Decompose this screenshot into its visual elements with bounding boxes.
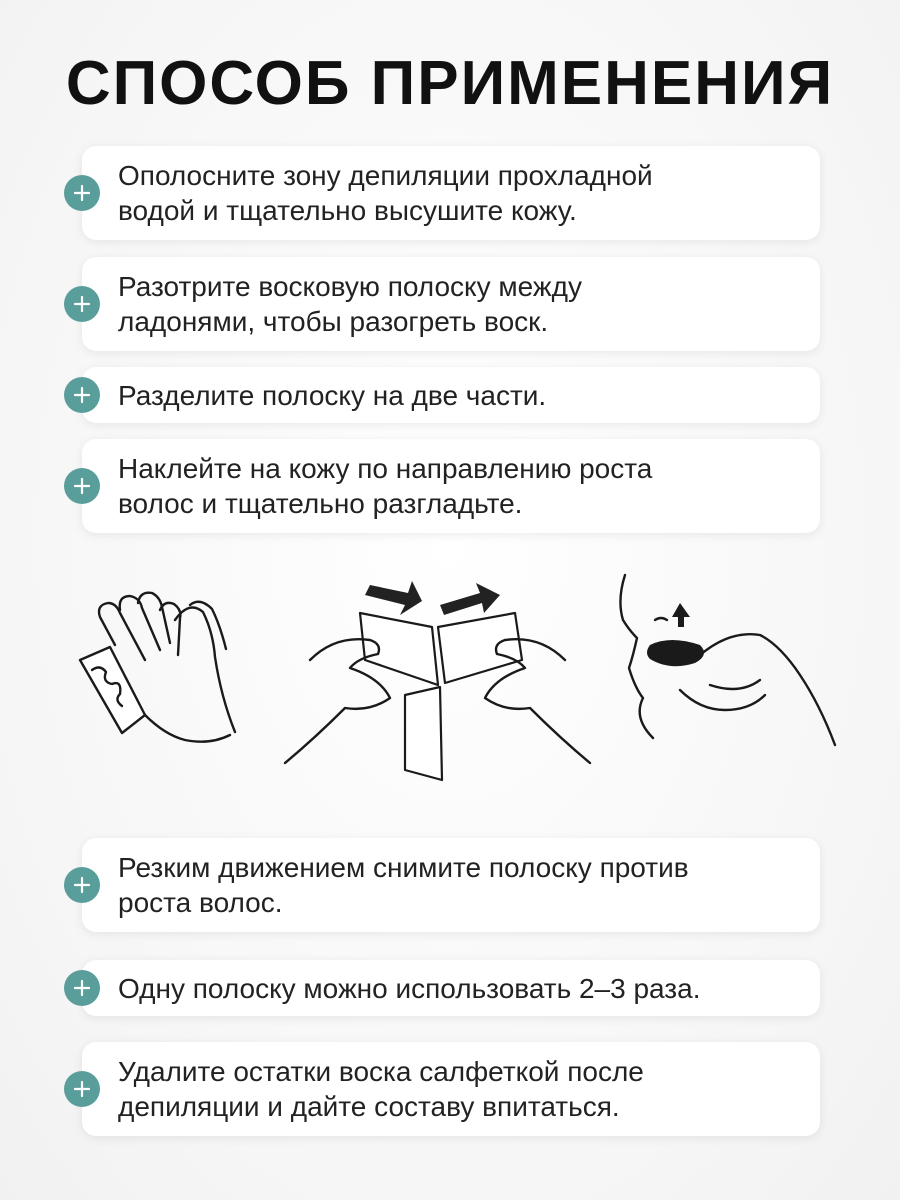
step-text: Разотрите восковую полоску между ладонями, чтобы разогреть воск. bbox=[118, 271, 582, 337]
step-text: Разделите полоску на две части. bbox=[118, 379, 547, 411]
illustrations bbox=[60, 565, 850, 795]
plus-icon bbox=[64, 286, 100, 322]
step-card-2 bbox=[82, 257, 820, 351]
plus-icon bbox=[64, 175, 100, 211]
plus-icon bbox=[64, 1071, 100, 1107]
applying-strip-to-lip-illustration bbox=[620, 575, 835, 745]
page-title: СПОСОБ ПРИМЕНЕНИЯ bbox=[65, 49, 835, 118]
step-card-4 bbox=[82, 439, 820, 533]
step-text: Резким движением снимите полоску против роста волос. bbox=[118, 852, 689, 918]
step-card-6 bbox=[82, 960, 820, 1016]
step-text: Удалите остатки воска салфеткой после депиляции и дайте составу впитаться. bbox=[118, 1056, 644, 1122]
step-text: Ополосните зону депиляции прохладной водой и тщательно высушите кожу. bbox=[118, 160, 653, 226]
step-card-5 bbox=[82, 838, 820, 932]
step-card-3 bbox=[82, 367, 820, 423]
plus-icon bbox=[64, 970, 100, 1006]
step-card-1 bbox=[82, 146, 820, 240]
plus-icon bbox=[64, 867, 100, 903]
step-text: Наклейте на кожу по направлению роста волос и тщательно разгладьте. bbox=[118, 453, 653, 519]
hands-rubbing-strip-illustration bbox=[80, 593, 235, 742]
step-card-7 bbox=[82, 1042, 820, 1136]
hands-splitting-strip-illustration bbox=[285, 581, 590, 780]
step-text: Одну полоску можно использовать 2–3 раза. bbox=[118, 972, 701, 1004]
plus-icon bbox=[64, 468, 100, 504]
plus-icon bbox=[64, 377, 100, 413]
